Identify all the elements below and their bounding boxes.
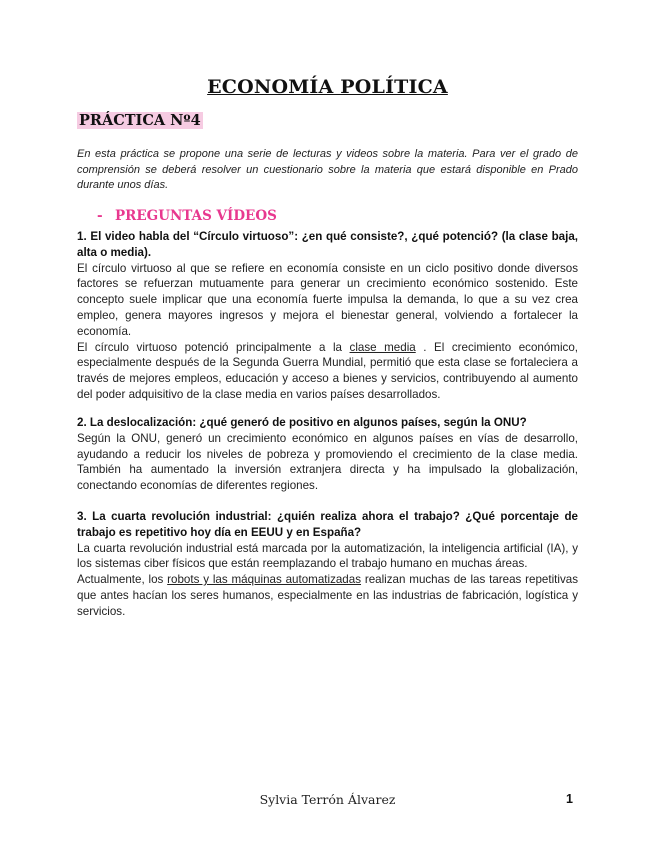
clase-media-link[interactable]: clase media (349, 340, 416, 354)
page-number: 1 (566, 792, 573, 806)
question-3: 3. La cuarta revolución industrial: ¿quién realiza ahora el trabajo? ¿Qué porcentaje de trabajo es repetitivo hoy día en EEUU y en España? (77, 510, 578, 539)
answer-1-paragraph-1: El círculo virtuoso al que se refiere en economía consiste en un ciclo positivo donde diversos factores se refuerzan mutuamente para generar un crecimiento económico sostenido. Este concepto suele implicar que una economía fuerte impulsa la demanda, lo que a su vez crea empleo, genera mayores ingresos y mejora el bienestar general, volviendo a fortalecer la economía. (77, 261, 578, 338)
answer-3-paragraph-1: La cuarta revolución industrial está marcada por la automatización, la inteligencia artificial (IA), y los sistemas ciber físicos que están reemplazando el trabajo humano en muchas áreas. (77, 541, 578, 571)
section-bullet: - (97, 208, 103, 224)
question-3-block (77, 509, 578, 620)
answer-3-text-pre: Actualmente, los (77, 573, 168, 587)
question-2: 2. La deslocalización: ¿qué generó de positivo en algunos países, según la ONU? (77, 416, 527, 429)
section-title: PREGUNTAS VÍDEOS (115, 208, 277, 224)
intro-paragraph: En esta práctica se propone una serie de lecturas y videos sobre la materia. Para ver el grado de comprensión se deberá resolver un cuestionario sobre la materia que estará disponible en Prado durante unos días. (77, 148, 578, 191)
answer-3-text-post: realizan muchas de las tareas repetitivas que antes hacían los seres humanos, especialmente en las industrias de fabricación, logística y servicios. (77, 573, 578, 618)
question-1-block (77, 229, 578, 403)
practice-heading: PRÁCTICA Nº4 (79, 112, 201, 129)
footer-author: Sylvia Terrón Álvarez (259, 792, 396, 807)
question-2-block (77, 415, 578, 494)
answer-1-paragraph-2 (77, 340, 578, 403)
answer-1-text-post: . El crecimiento económico, especialmente después de la Segunda Guerra Mundial, permitió que esta clase se fortaleciera a través de mejores empleos, educación y acceso a bienes y servicios, contribuyendo al aumento del poder adquisitivo de la clase media en varios países desarrollados. (77, 340, 578, 401)
answer-2-paragraph: Según la ONU, generó un crecimiento económico en algunos países en vías de desarrollo, ayudando a reducir los niveles de pobreza y promoviendo el crecimiento de la clase media. También ha aumentado la inversión extranjera directa y ha impulsado la globalización, conectando economías de diferentes regiones. (77, 431, 578, 493)
document-title: ECONOMÍA POLÍTICA (207, 76, 448, 98)
section-heading (97, 208, 277, 224)
answer-3-paragraph-2 (77, 572, 578, 619)
answer-1-text-pre: El círculo virtuoso potenció principalmente a la (77, 340, 350, 354)
robots-link[interactable]: robots y las máquinas automatizadas (167, 573, 362, 587)
question-1: 1. El video habla del “Círculo virtuoso”: ¿en qué consiste?, ¿qué potenció? (la clase baja, alta o media). (77, 230, 578, 259)
